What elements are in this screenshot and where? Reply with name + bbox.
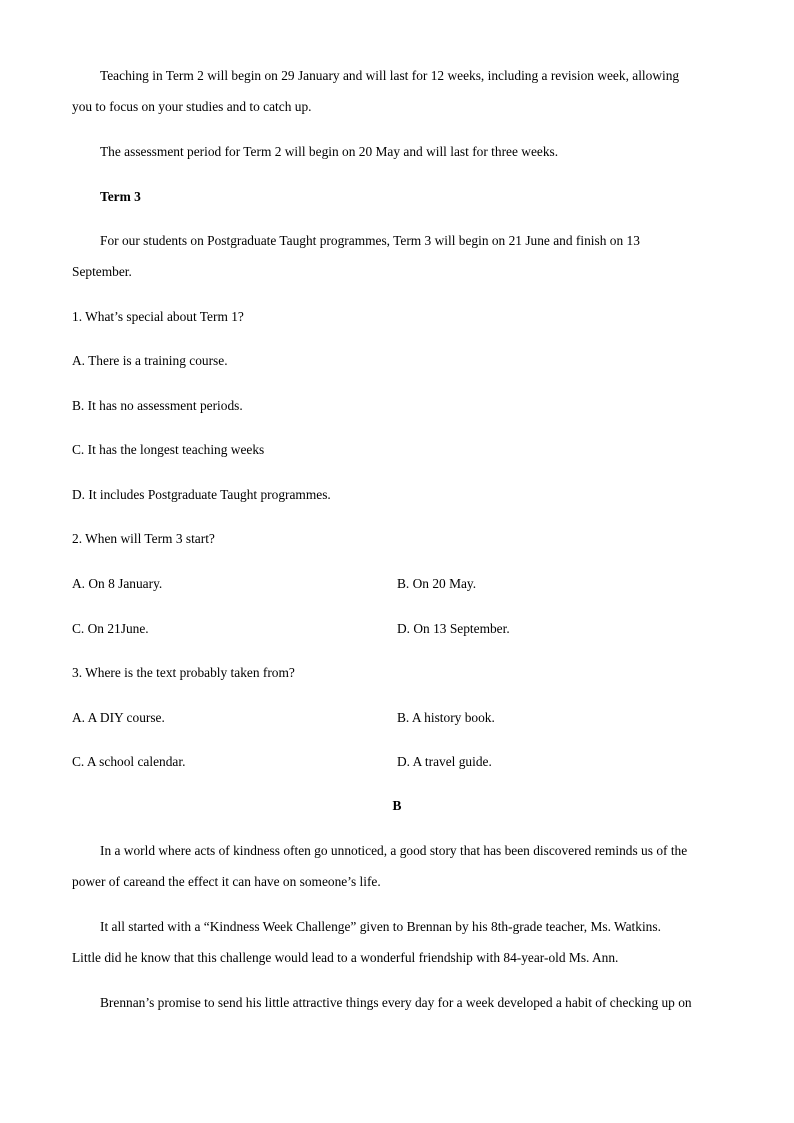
term3-paragraph-line-2: September.: [72, 264, 132, 279]
section-b-paragraph-1-line-1: In a world where acts of kindness often go unnoticed, a good story that has been discovered reminds us of the: [100, 843, 688, 858]
question-2-option-a: A. On 8 January.: [72, 576, 163, 591]
term3-heading: Term 3: [100, 189, 141, 204]
section-b-paragraph-2-line-1: It all started with a “Kindness Week Challenge” given to Brennan by his 8th-grade teacher, Ms. Watkins.: [100, 919, 661, 934]
section-b-paragraph-2-line-2: Little did he know that this challenge would lead to a wonderful friendship with 84-year-old Ms. Ann.: [72, 950, 619, 965]
section-b-heading: B: [392, 798, 402, 813]
question-3-stem: 3. Where is the text probably taken from?: [72, 665, 295, 680]
question-1-option-d: D. It includes Postgraduate Taught programmes.: [72, 487, 331, 502]
question-3-option-b: B. A history book.: [397, 710, 495, 725]
question-1-option-a: A. There is a training course.: [72, 353, 228, 368]
question-2-option-c: C. On 21June.: [72, 621, 149, 636]
question-2-stem: 2. When will Term 3 start?: [72, 531, 215, 546]
term2-paragraph-1-line-2: you to focus on your studies and to catch up.: [72, 99, 312, 114]
term2-paragraph-1-line-1: Teaching in Term 2 will begin on 29 January and will last for 12 weeks, including a revision week, allowing: [100, 68, 680, 83]
question-3-option-c: C. A school calendar.: [72, 754, 186, 769]
term3-paragraph-line-1: For our students on Postgraduate Taught programmes, Term 3 will begin on 21 June and finish on 13: [100, 233, 640, 248]
question-1-option-c: C. It has the longest teaching weeks: [72, 442, 265, 457]
question-2-option-b: B. On 20 May.: [397, 576, 477, 591]
section-b-paragraph-1-line-2: power of careand the effect it can have on someone’s life.: [72, 874, 381, 889]
question-1-option-b: B. It has no assessment periods.: [72, 398, 243, 413]
section-b-paragraph-3-line-1: Brennan’s promise to send his little attractive things every day for a week developed a habit of checking up on: [100, 995, 692, 1010]
question-3-option-a: A. A DIY course.: [72, 710, 165, 725]
question-2-option-d: D. On 13 September.: [397, 621, 510, 636]
question-3-option-d: D. A travel guide.: [397, 754, 492, 769]
term2-paragraph-2: The assessment period for Term 2 will begin on 20 May and will last for three weeks.: [100, 144, 559, 159]
question-1-stem: 1. What’s special about Term 1?: [72, 309, 244, 324]
